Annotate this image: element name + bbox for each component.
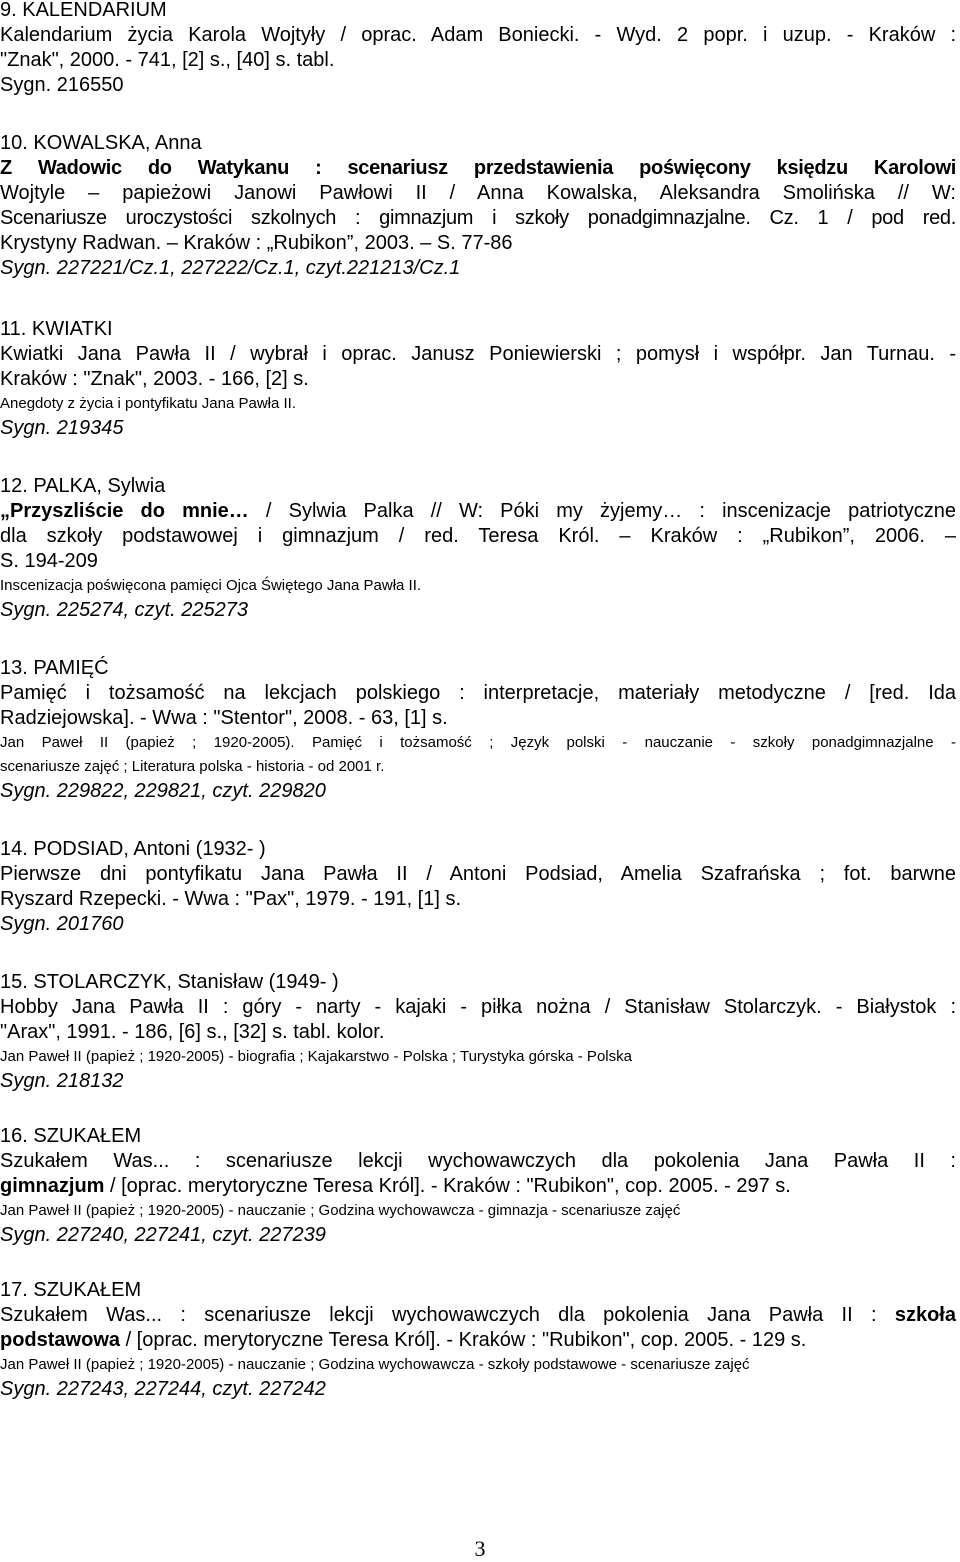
entry-subject-line: Inscenizacja poświęcona pamięci Ojca Świętego Jana Pawła II. [0, 577, 422, 594]
bibliography-entry-16 [0, 1124, 956, 1248]
entry-heading: 13. PAMIĘĆ [0, 657, 109, 679]
entry-description-rest: / [oprac. merytoryczne Teresa Król]. - Kraków : "Rubikon", cop. 2005. - 297 s. [104, 1175, 791, 1197]
entry-description-line: S. 194-209 [0, 550, 98, 572]
entry-description-line: Szukałem Was... : scenariusze lekcji wychowawczych dla pokolenia Jana Pawła II : [0, 1150, 956, 1172]
entry-description-line: Ryszard Rzepecki. - Wwa : "Pax", 1979. - 191, [1] s. [0, 888, 462, 910]
entry-signature: Sygn. 216550 [0, 74, 124, 96]
bibliography-entry-12 [0, 474, 956, 623]
entry-description-line: dla szkoły podstawowej i gimnazjum / red. Teresa Król. – Kraków : „Rubikon”, 2006. – [0, 525, 956, 547]
entry-description-line: Pierwsze dni pontyfikatu Jana Pawła II / Antoni Podsiad, Amelia Szafrańska ; fot. barwne [0, 863, 956, 885]
entry-description-line: Kraków : "Znak", 2003. - 166, [2] s. [0, 368, 309, 390]
entry-signature: Sygn. 229822, 229821, czyt. 229820 [0, 780, 326, 802]
entry-description-line: Radziejowska]. - Wwa : "Stentor", 2008. - 63, [1] s. [0, 707, 448, 729]
entry-description-line [0, 1328, 956, 1353]
entry-level-bold: podstawowa [0, 1329, 121, 1351]
entry-signature: Sygn. 218132 [0, 1070, 124, 1092]
entry-heading: 16. SZUKAŁEM [0, 1125, 142, 1147]
entry-description-line: Pamięć i tożsamość na lekcjach polskiego : interpretacje, materiały metodyczne / [red. Ida [0, 682, 956, 704]
entry-heading: 10. KOWALSKA, Anna [0, 132, 202, 154]
entry-subject-line: Jan Paweł II (papież ; 1920-2005). Pamięć i tożsamość ; Język polski - nauczanie - szkoły ponadgimnazjalne - [0, 734, 956, 751]
entry-heading: 12. PALKA, Sylwia [0, 475, 166, 497]
entry-level-bold: gimnazjum [0, 1175, 105, 1197]
entry-signature: Sygn. 227240, 227241, czyt. 227239 [0, 1224, 326, 1246]
entry-title-line [0, 499, 956, 524]
entry-description-rest: / [oprac. merytoryczne Teresa Król]. - Kraków : "Rubikon", cop. 2005. - 129 s. [120, 1329, 807, 1351]
page-number: 3 [474, 1536, 486, 1561]
bibliography-entry-13 [0, 656, 956, 804]
entry-heading: 9. KALENDARIUM [0, 0, 167, 21]
entry-title-rest: / Sylwia Palka // W: Póki my żyjemy… : inscenizacje patriotyczne [248, 500, 956, 522]
entry-description-line: "Znak", 2000. - 741, [2] s., [40] s. tabl. [0, 49, 335, 71]
entry-signature: Sygn. 219345 [0, 417, 124, 439]
entry-heading: 15. STOLARCZYK, Stanisław (1949- ) [0, 971, 339, 993]
entry-level-bold: szkoła [894, 1304, 956, 1326]
entry-subject-line: Anegdoty z życia i pontyfikatu Jana Pawła II. [0, 395, 296, 412]
entry-description-line: Wojtyle – papieżowi Janowi Pawłowi II / Anna Kowalska, Aleksandra Smolińska // W: [0, 182, 956, 204]
entry-title-bold: „Przyszliście do mnie… [0, 500, 249, 522]
bibliography-entry-17 [0, 1278, 956, 1402]
entry-description-line: Hobby Jana Pawła II : góry - narty - kajaki - piłka nożna / Stanisław Stolarczyk. - Białystok : [0, 996, 956, 1018]
bibliography-entry-11 [0, 317, 956, 441]
entry-subject-line: Jan Paweł II (papież ; 1920-2005) - nauczanie ; Godzina wychowawcza - gimnazja - scenariusze zajęć [0, 1202, 681, 1219]
entry-heading: 14. PODSIAD, Antoni (1932- ) [0, 838, 266, 860]
entry-heading: 11. KWIATKI [0, 318, 113, 340]
bibliography-entry-14 [0, 837, 956, 937]
bibliography-entry-9 [0, 0, 956, 98]
entry-signature: Sygn. 225274, czyt. 225273 [0, 599, 248, 621]
entry-description-line: Kalendarium życia Karola Wojtyły / oprac. Adam Boniecki. - Wyd. 2 popr. i uzup. - Kraków : [0, 24, 956, 46]
entry-description-line: Kwiatki Jana Pawła II / wybrał i oprac. Janusz Poniewierski ; pomysł i współpr. Jan Turnau. - [0, 343, 956, 365]
entry-description-line [0, 1174, 956, 1199]
entry-description-rest: Szukałem Was... : scenariusze lekcji wychowawczych dla pokolenia Jana Pawła II : [0, 1304, 895, 1326]
entry-signature: Sygn. 227221/Cz.1, 227222/Cz.1, czyt.221213/Cz.1 [0, 257, 461, 279]
entry-subject-line: Jan Paweł II (papież ; 1920-2005) - nauczanie ; Godzina wychowawcza - szkoły podstawowe - scenariusze zajęć [0, 1356, 750, 1373]
entry-subject-line: Jan Paweł II (papież ; 1920-2005) - biografia ; Kajakarstwo - Polska ; Turystyka górska - Polska [0, 1048, 632, 1065]
entry-signature: Sygn. 201760 [0, 913, 124, 935]
entry-title-line: Z Wadowic do Watykanu : scenariusz przedstawienia poświęcony księdzu Karolowi [0, 157, 956, 179]
entry-heading: 17. SZUKAŁEM [0, 1279, 142, 1301]
entry-description-line: Scenariusze uroczystości szkolnych : gimnazjum i szkoły ponadgimnazjalne. Cz. 1 / pod red. [0, 207, 956, 229]
bibliography-entry-10 [0, 131, 956, 281]
bibliography-entry-15 [0, 970, 956, 1094]
entry-signature: Sygn. 227243, 227244, czyt. 227242 [0, 1378, 326, 1400]
entry-description-line [0, 1303, 956, 1328]
entry-description-line: Krystyny Radwan. – Kraków : „Rubikon”, 2003. – S. 77-86 [0, 232, 513, 254]
entry-description-line: "Arax", 1991. - 186, [6] s., [32] s. tabl. kolor. [0, 1021, 385, 1043]
entry-subject-line: scenariusze zajęć ; Literatura polska - historia - od 2001 r. [0, 758, 385, 775]
